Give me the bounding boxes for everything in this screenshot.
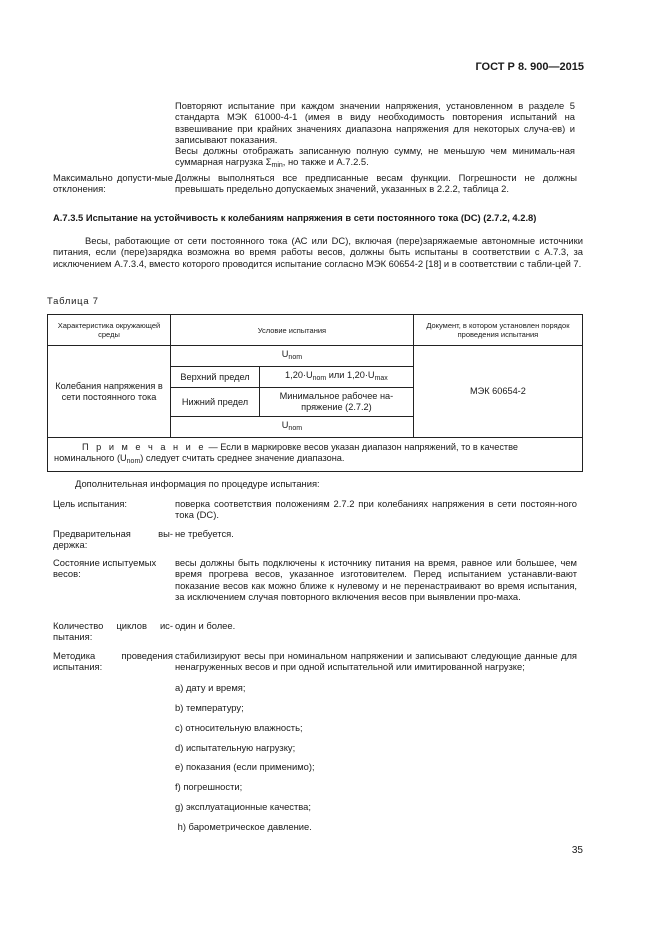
table-caption: Таблица 7: [47, 295, 99, 306]
purpose-text: поверка соответствия положениям 2.7.2 при колебаниях напряжения в сети постоян-ного тока (DC).: [175, 498, 577, 521]
max-deviation-text: Должны выполняться все предписанные весам функции. Погрешности не должны превышать предельно допускаемых значений, указанных в 2.2.2, таблица 2.: [175, 172, 577, 195]
list-item: f) погрешности;: [175, 781, 243, 792]
max-deviation-term: Максимально допусти-мые отклонения:: [53, 172, 173, 195]
eut-condition-term: Состояние испытуемых весов:: [53, 557, 157, 580]
upper-a: 1,20·U: [285, 370, 313, 380]
page-number: 35: [571, 845, 583, 856]
unom-top-cell: [171, 346, 414, 367]
display-sum-text-b: , но также и А.7.2.5.: [282, 156, 369, 168]
preconditioning-term: Предварительная вы-держка:: [53, 528, 173, 551]
unom-bottom-u: U: [281, 420, 289, 430]
table-7: [47, 314, 583, 472]
upper-sub2: max: [374, 375, 388, 382]
upper-b: или 1,20·U: [326, 370, 375, 380]
preconditioning-text: не требуется.: [175, 528, 234, 539]
list-item: e) показания (если применимо);: [175, 761, 315, 772]
cycles-term: Количество циклов ис-пытания:: [53, 620, 173, 643]
unom-bottom-sub: nom: [288, 425, 303, 432]
list-item: g) эксплуатационные качества;: [175, 801, 311, 812]
note-text-b: ) следует считать среднее значение диапазона.: [140, 453, 345, 463]
display-sum-text-a: Весы должны отображать записанную полную сумму, не меньшую чем минималь-ная суммарная нагрузка Σ: [175, 145, 575, 168]
header-condition: Условие испытания: [171, 315, 414, 346]
sigma-subscript: min: [271, 162, 283, 170]
note-text-a: Если в маркировке весов указан диапазон напряжений, то в качестве номинального (U: [54, 442, 519, 463]
lower-limit-label: Нижний предел: [171, 388, 260, 417]
header-env: Характеристика окружающей среды: [48, 315, 171, 346]
display-sum-paragraph: [175, 145, 575, 172]
note-label: П р и м е ч а н и е: [82, 442, 206, 452]
env-cell: Колебания напряжения в сети постоянного тока: [48, 346, 171, 438]
upper-limit-label: Верхний предел: [171, 367, 260, 388]
upper-limit-value: [260, 367, 414, 388]
note-sub: nom: [126, 458, 141, 465]
lower-limit-value: Минимальное рабочее на-пряжение (2.7.2): [260, 388, 414, 417]
section-body: Весы, работающие от сети постоянного тока (АС или DC), включая (пере)заряжаемые автономные источники питания, если (пере)зарядка возможна во время работы весов, должны быть испытаны в соответствии с А.7.3, за исключением А.7.3.4, вместо которого проводится испытание согласно МЭК 60654-2 [18] и в соответствии с табли-цей 7.: [53, 235, 583, 269]
additional-intro: Дополнительная информация по процедуре испытания:: [75, 478, 320, 489]
header-document: Документ, в котором установлен порядок проведения испытания: [413, 315, 582, 346]
note-row: [48, 438, 583, 472]
section-heading: А.7.3.5 Испытание на устойчивость к колебаниям напряжения в сети постоянного тока (DC) (2.7.2, 4.2.8): [53, 212, 537, 223]
list-item: c) относительную влажность;: [175, 722, 303, 733]
list-item: d) испытательную нагрузку;: [175, 742, 296, 753]
document-cell: МЭК 60654-2: [413, 346, 582, 438]
method-term: Методика проведения испытания:: [53, 650, 173, 673]
list-item: a) дату и время;: [175, 682, 246, 693]
list-item: b) температуру;: [175, 702, 244, 713]
list-item: h) барометрическое давление.: [175, 821, 312, 832]
unom-top-sub: nom: [288, 354, 303, 361]
eut-condition-text: весы должны быть подключены к источнику питания на время, равное или большее, чем время прогрева весов, указанное изготовителем. Перед испытанием устанавли-вают показание весов как можно ближе к нулевому и не перенастраивают во время испытания, за исключением случая повторного включения весов при выявлении про-маха.: [175, 557, 577, 602]
table-header-row: [48, 315, 583, 346]
upper-sub1: nom: [312, 375, 327, 382]
unom-top-row: [48, 346, 583, 367]
table-note: [48, 438, 583, 472]
method-text: стабилизируют весы при номинальном напряжении и записывают следующие данные для ненагруженных весов и при одной испытательной или имитированной нагрузке;: [175, 650, 577, 673]
document-header: ГОСТ Р 8. 900—2015: [475, 61, 584, 73]
purpose-term: Цель испытания:: [53, 498, 128, 509]
repeat-test-paragraph: Повторяют испытание при каждом значении напряжения, установленном в разделе 5 стандарта МЭК 61000-4-1 (имея в виду необходимость повторения испытаний на взвешивание при крайних значениях диапазона напряжения для некоторых случа-ев) и записывают показания.: [175, 100, 575, 145]
cycles-text: один и более.: [175, 620, 236, 631]
note-dash: —: [205, 442, 221, 452]
unom-top-u: U: [281, 349, 289, 359]
unom-bottom-cell: [171, 417, 414, 438]
